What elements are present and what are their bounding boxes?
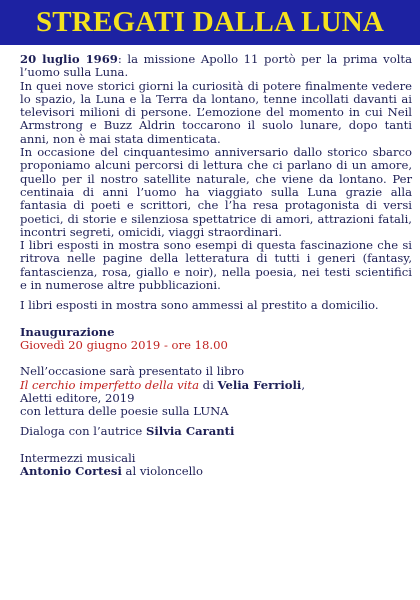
title-banner	[0, 0, 420, 45]
paragraph-1: In quei nove storici giorni la curiosità di potere finalmente vedere lo spazio, la Luna e la Terra da lontano, tenne incollati davanti ai televisori milioni di persone. L’emozione del momento in cui Neil Armstrong e Buzz Aldrin toccarono il suolo lunare, dopo tanti anni, non è mai stata dimenticata.	[20, 78, 412, 146]
dialogue-line	[20, 425, 412, 438]
intro-paragraph	[20, 53, 412, 80]
inauguration-label: Inaugurazione	[20, 324, 115, 339]
body-text	[20, 53, 412, 478]
loan-note: I libri esposti in mostra sono ammessi al prestito a domicilio.	[20, 298, 379, 313]
book-publisher: Aletti editore, 2019	[20, 390, 135, 405]
book-di: di	[199, 377, 218, 392]
intro-text: : la missione Apollo 11 portò per la prima volta l’uomo sulla Luna.	[20, 52, 412, 80]
inauguration-datetime: Giovedì 20 giugno 2019 - ore 18.00	[20, 337, 228, 352]
dialogue-name: Silvia Caranti	[145, 424, 235, 439]
music-label: Intermezzi musicali	[20, 450, 136, 465]
dialogue-text: Dialoga con l’autrice	[20, 424, 146, 439]
historic-date: 20 luglio 1969	[20, 52, 118, 66]
book-author: Velia Ferrioli	[217, 377, 302, 392]
book-punct: ,	[301, 377, 306, 392]
musician-name: Antonio Cortesi	[20, 464, 122, 479]
poetry-reading: con lettura delle poesie sulla LUNA	[20, 404, 229, 419]
page-title: STREGATI DALLA LUNA	[35, 6, 385, 38]
book-line	[20, 379, 412, 392]
instrument: al violoncello	[121, 464, 203, 479]
presentation-intro: Nell’occasione sarà presentato il libro	[20, 364, 245, 379]
book-title: Il cerchio imperfetto della vita	[20, 377, 199, 392]
paragraph-2: In occasione del cinquantesimo anniversario dallo storico sbarco proponiamo alcuni percorsi di lettura che ci parlano di un amore, quello per il nostro satellite naturale, che viene da lontano. Per centinaia di anni l’uomo ha viaggiato sulla Luna grazie alla fantasia di poeti e scrittori, che l’ha resa protagonista di versi poetici, di storie e silenziosa spettatrice di amori, attrazioni fatali, incontri segreti, omicidi, viaggi straordinari.	[20, 145, 412, 239]
music-line	[20, 465, 412, 478]
paragraph-3: I libri esposti in mostra sono esempi di questa fascinazione che si ritrova nelle pagine della letteratura di tutti i generi (fantasy, fantascienza, rosa, giallo e noir), nella poesia, nei testi scientifici e in numerose altre pubblicazioni.	[20, 238, 412, 293]
